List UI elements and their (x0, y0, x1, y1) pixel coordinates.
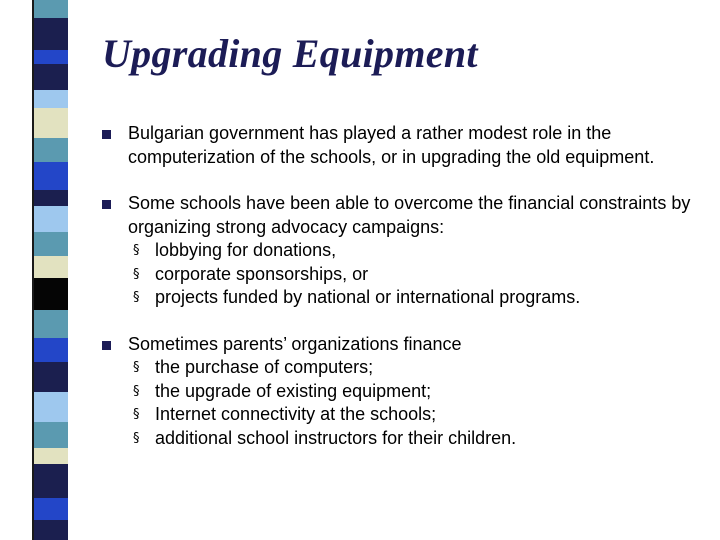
section-sign-bullet-icon: § (133, 360, 140, 375)
bullet-item (102, 333, 702, 451)
stripe-edge-line (32, 0, 34, 540)
section-sign-bullet-icon: § (133, 243, 140, 258)
sub-bullet-item (128, 239, 702, 263)
sub-bullet-list (128, 356, 702, 450)
sub-bullet-item (128, 263, 702, 287)
section-sign-bullet-icon: § (133, 290, 140, 305)
square-bullet-icon (102, 341, 111, 350)
bullet-item (102, 192, 702, 310)
bullet-text: Bulgarian government has played a rather modest role in the computerization of the schools, or in upgrading the old equipment. (128, 123, 655, 167)
sub-bullet-text: the upgrade of existing equipment; (155, 380, 432, 401)
section-sign-bullet-icon: § (133, 430, 140, 446)
bullet-item (102, 122, 702, 169)
sub-bullet-text: the purchase of computers; (155, 357, 374, 377)
section-sign-bullet-icon: § (133, 266, 140, 282)
sub-bullet-text: additional school instructors for their children. (155, 427, 517, 448)
section-sign-bullet-icon: § (133, 383, 140, 399)
sub-bullet-text: corporate sponsorships, or (155, 263, 369, 284)
sub-bullet-item (128, 427, 702, 451)
slide-title: Upgrading Equipment (102, 31, 478, 76)
square-bullet-icon (102, 200, 111, 209)
bullet-text: Some schools have been able to overcome the financial constraints by organizing strong advocacy campaigns: (128, 193, 691, 237)
sub-bullet-item (128, 403, 702, 427)
sub-bullet-text: projects funded by national or international programs. (155, 287, 581, 307)
bullet-text: Sometimes parents’ organizations finance (128, 333, 462, 354)
sub-bullet-text: Internet connectivity at the schools; (155, 404, 437, 424)
bullet-list (102, 122, 702, 450)
sub-bullet-item (128, 286, 702, 310)
sub-bullet-list (128, 239, 702, 310)
decorative-stripe (34, 0, 68, 540)
section-sign-bullet-icon: § (133, 407, 140, 422)
square-bullet-icon (102, 130, 111, 139)
sub-bullet-text: lobbying for donations, (155, 240, 337, 260)
sub-bullet-item (128, 356, 702, 380)
sub-bullet-item (128, 380, 702, 404)
